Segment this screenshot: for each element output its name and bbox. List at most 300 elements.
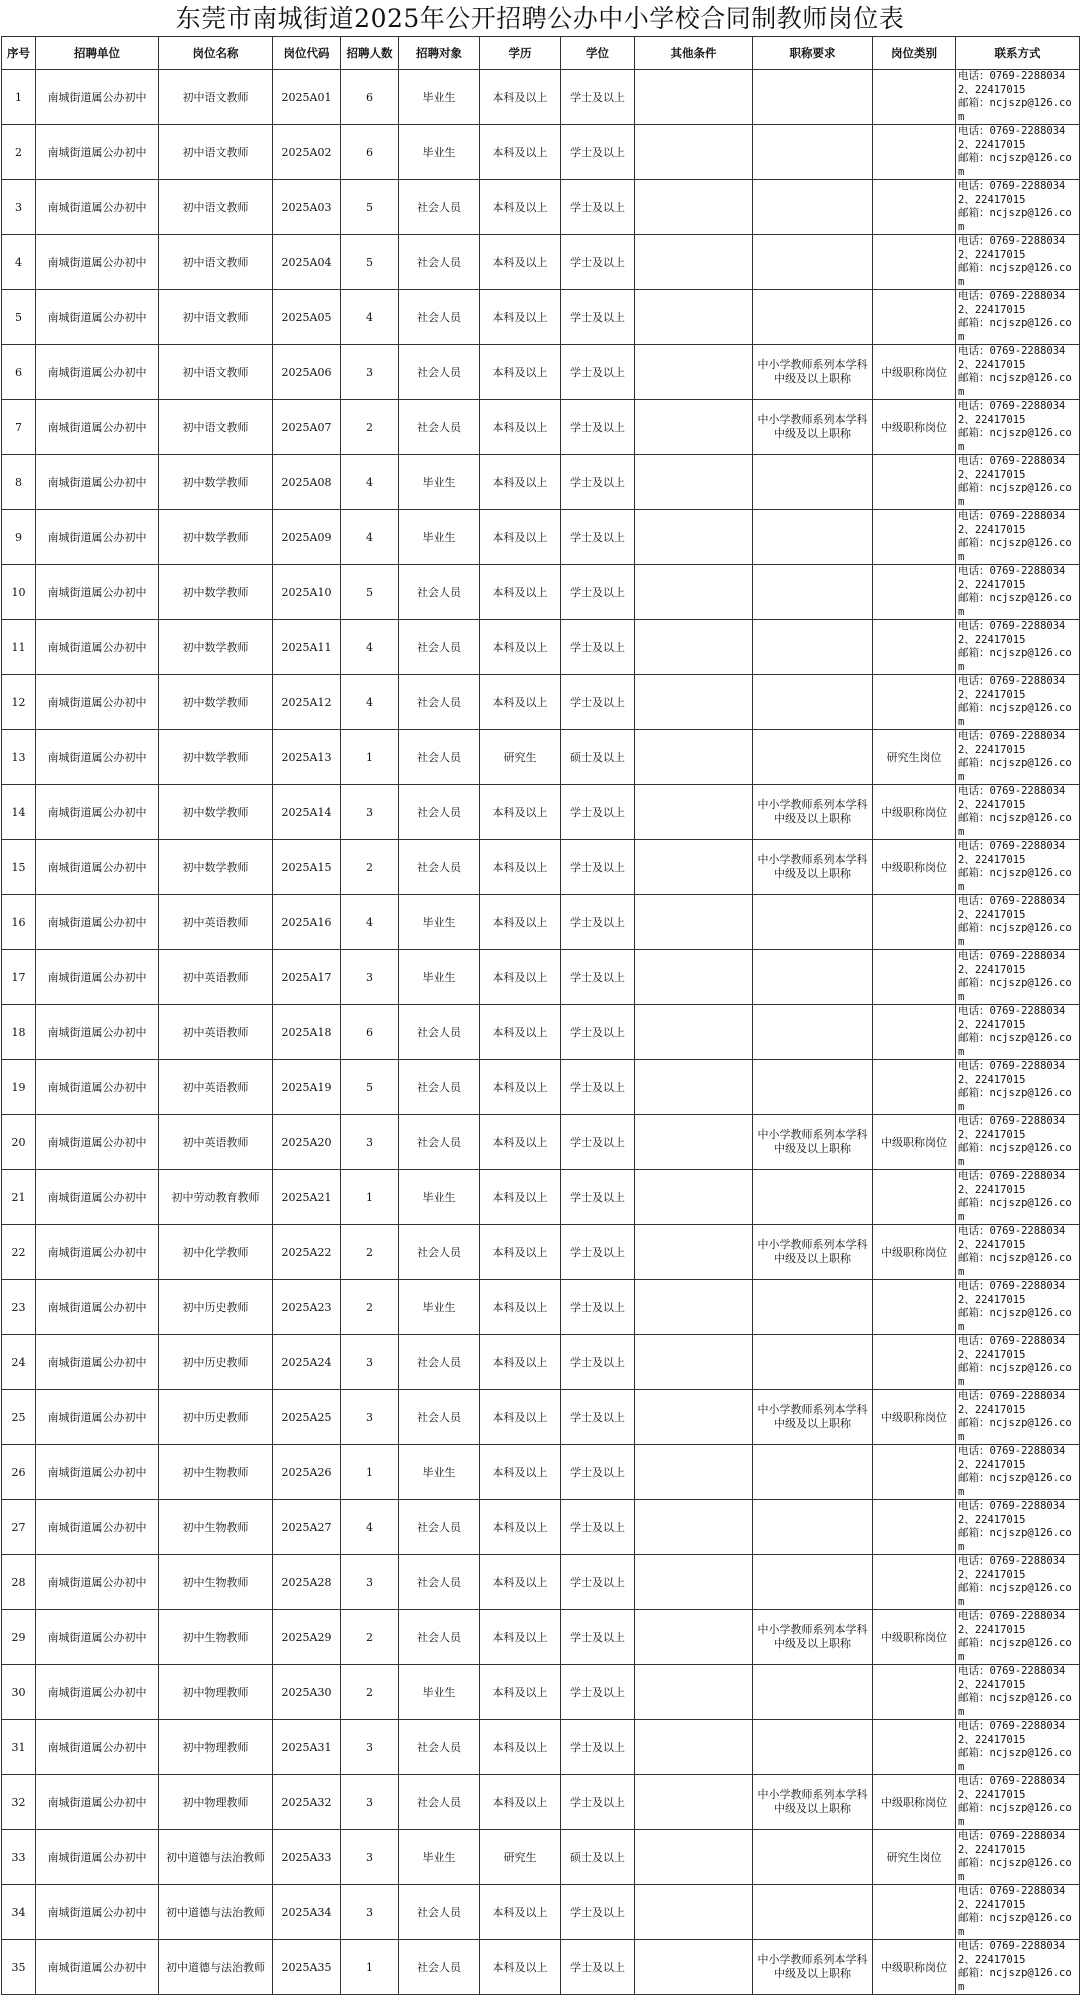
contact-phone: 电话：0769-22880342、22417015	[958, 950, 1066, 976]
target-cell: 社会人员	[399, 235, 480, 290]
post-category-cell	[873, 1170, 956, 1225]
table-row	[2, 1170, 1080, 1225]
other-conditions-cell	[635, 1390, 753, 1445]
contact-phone: 电话：0769-22880342、22417015	[958, 235, 1066, 261]
contact-email: 邮箱：ncjszp@126.com	[958, 482, 1072, 508]
post-name-cell: 初中数学教师	[159, 565, 273, 620]
title-requirement-cell	[753, 620, 873, 675]
post-category-cell: 中级职称岗位	[873, 1115, 956, 1170]
headcount-cell: 3	[341, 1720, 399, 1775]
row-number-cell: 35	[2, 1940, 36, 1995]
title-requirement-cell: 中小学教师系列本学科中级及以上职称	[753, 345, 873, 400]
table-row	[2, 1280, 1080, 1335]
unit-cell: 南城街道属公办初中	[36, 895, 159, 950]
contact-cell	[956, 1720, 1080, 1775]
post-name-cell: 初中历史教师	[159, 1390, 273, 1445]
title-requirement-cell: 中小学教师系列本学科中级及以上职称	[753, 840, 873, 895]
title-requirement-cell: 中小学教师系列本学科中级及以上职称	[753, 1225, 873, 1280]
contact-cell	[956, 620, 1080, 675]
degree-cell: 学士及以上	[561, 455, 635, 510]
table-row	[2, 1500, 1080, 1555]
contact-email: 邮箱：ncjszp@126.com	[958, 207, 1072, 233]
contact-phone: 电话：0769-22880342、22417015	[958, 785, 1066, 811]
education-cell: 本科及以上	[480, 1005, 561, 1060]
target-cell: 毕业生	[399, 455, 480, 510]
education-cell: 本科及以上	[480, 1775, 561, 1830]
unit-cell: 南城街道属公办初中	[36, 1885, 159, 1940]
other-conditions-cell	[635, 1720, 753, 1775]
post-category-cell	[873, 290, 956, 345]
table-row	[2, 895, 1080, 950]
contact-email: 邮箱：ncjszp@126.com	[958, 1747, 1072, 1773]
title-requirement-cell	[753, 510, 873, 565]
education-cell: 本科及以上	[480, 1115, 561, 1170]
education-cell: 本科及以上	[480, 1555, 561, 1610]
post-name-cell: 初中生物教师	[159, 1610, 273, 1665]
post-category-cell: 中级职称岗位	[873, 1390, 956, 1445]
contact-phone: 电话：0769-22880342、22417015	[958, 565, 1066, 591]
table-row	[2, 70, 1080, 125]
other-conditions-cell	[635, 1115, 753, 1170]
contact-phone: 电话：0769-22880342、22417015	[958, 125, 1066, 151]
unit-cell: 南城街道属公办初中	[36, 510, 159, 565]
post-category-cell	[873, 565, 956, 620]
post-category-cell	[873, 675, 956, 730]
title-requirement-cell	[753, 675, 873, 730]
target-cell: 毕业生	[399, 1280, 480, 1335]
headcount-cell: 5	[341, 180, 399, 235]
post-category-cell	[873, 125, 956, 180]
contact-phone: 电话：0769-22880342、22417015	[958, 180, 1066, 206]
target-cell: 社会人员	[399, 290, 480, 345]
degree-cell: 学士及以上	[561, 1005, 635, 1060]
contact-phone: 电话：0769-22880342、22417015	[958, 1390, 1066, 1416]
post-name-cell: 初中劳动教育教师	[159, 1170, 273, 1225]
post-category-cell: 中级职称岗位	[873, 1610, 956, 1665]
post-code-cell: 2025A29	[273, 1610, 341, 1665]
post-name-cell: 初中英语教师	[159, 1060, 273, 1115]
contact-email: 邮箱：ncjszp@126.com	[958, 812, 1072, 838]
headcount-cell: 2	[341, 840, 399, 895]
contact-email: 邮箱：ncjszp@126.com	[958, 592, 1072, 618]
other-conditions-cell	[635, 290, 753, 345]
post-code-cell: 2025A01	[273, 70, 341, 125]
contact-email: 邮箱：ncjszp@126.com	[958, 537, 1072, 563]
contact-cell	[956, 1555, 1080, 1610]
post-code-cell: 2025A12	[273, 675, 341, 730]
row-number-cell: 2	[2, 125, 36, 180]
title-requirement-cell: 中小学教师系列本学科中级及以上职称	[753, 1115, 873, 1170]
post-code-cell: 2025A20	[273, 1115, 341, 1170]
post-code-cell: 2025A04	[273, 235, 341, 290]
contact-cell	[956, 1005, 1080, 1060]
row-number-cell: 12	[2, 675, 36, 730]
headcount-cell: 1	[341, 730, 399, 785]
degree-cell: 学士及以上	[561, 1060, 635, 1115]
unit-cell: 南城街道属公办初中	[36, 70, 159, 125]
contact-phone: 电话：0769-22880342、22417015	[958, 675, 1066, 701]
degree-cell: 学士及以上	[561, 1115, 635, 1170]
post-category-cell: 中级职称岗位	[873, 400, 956, 455]
row-number-cell: 20	[2, 1115, 36, 1170]
table-row	[2, 1445, 1080, 1500]
unit-cell: 南城街道属公办初中	[36, 675, 159, 730]
contact-email: 邮箱：ncjszp@126.com	[958, 1802, 1072, 1828]
unit-cell: 南城街道属公办初中	[36, 235, 159, 290]
title-requirement-cell	[753, 895, 873, 950]
other-conditions-cell	[635, 895, 753, 950]
row-number-cell: 6	[2, 345, 36, 400]
table-row	[2, 1335, 1080, 1390]
contact-phone: 电话：0769-22880342、22417015	[958, 290, 1066, 316]
title-requirement-cell: 中小学教师系列本学科中级及以上职称	[753, 1940, 873, 1995]
contact-phone: 电话：0769-22880342、22417015	[958, 620, 1066, 646]
degree-cell: 学士及以上	[561, 1775, 635, 1830]
row-number-cell: 22	[2, 1225, 36, 1280]
unit-cell: 南城街道属公办初中	[36, 400, 159, 455]
target-cell: 毕业生	[399, 510, 480, 565]
other-conditions-cell	[635, 1225, 753, 1280]
header-cell: 招聘人数	[341, 37, 399, 70]
target-cell: 毕业生	[399, 1830, 480, 1885]
post-name-cell: 初中语文教师	[159, 345, 273, 400]
header-cell: 岗位类别	[873, 37, 956, 70]
contact-email: 邮箱：ncjszp@126.com	[958, 702, 1072, 728]
headcount-cell: 3	[341, 785, 399, 840]
contact-phone: 电话：0769-22880342、22417015	[958, 1940, 1066, 1966]
contact-cell	[956, 1610, 1080, 1665]
post-code-cell: 2025A14	[273, 785, 341, 840]
degree-cell: 学士及以上	[561, 840, 635, 895]
title-requirement-cell	[753, 290, 873, 345]
headcount-cell: 5	[341, 565, 399, 620]
row-number-cell: 11	[2, 620, 36, 675]
degree-cell: 学士及以上	[561, 1555, 635, 1610]
post-name-cell: 初中语文教师	[159, 400, 273, 455]
headcount-cell: 3	[341, 1830, 399, 1885]
degree-cell: 学士及以上	[561, 180, 635, 235]
unit-cell: 南城街道属公办初中	[36, 1170, 159, 1225]
post-code-cell: 2025A02	[273, 125, 341, 180]
target-cell: 毕业生	[399, 1445, 480, 1500]
target-cell: 社会人员	[399, 1885, 480, 1940]
row-number-cell: 34	[2, 1885, 36, 1940]
title-requirement-cell	[753, 730, 873, 785]
education-cell: 本科及以上	[480, 785, 561, 840]
page-title: 东莞市南城街道2025年公开招聘公办中小学校合同制教师岗位表	[175, 4, 905, 33]
table-row	[2, 1610, 1080, 1665]
contact-email: 邮箱：ncjszp@126.com	[958, 1692, 1072, 1718]
header-cell: 招聘对象	[399, 37, 480, 70]
contact-cell	[956, 1335, 1080, 1390]
contact-cell	[956, 730, 1080, 785]
education-cell: 本科及以上	[480, 235, 561, 290]
title-requirement-cell	[753, 1060, 873, 1115]
post-code-cell: 2025A22	[273, 1225, 341, 1280]
contact-phone: 电话：0769-22880342、22417015	[958, 1445, 1066, 1471]
degree-cell: 硕士及以上	[561, 1830, 635, 1885]
title-requirement-cell	[753, 1005, 873, 1060]
education-cell: 本科及以上	[480, 1610, 561, 1665]
table-row	[2, 1225, 1080, 1280]
post-code-cell: 2025A33	[273, 1830, 341, 1885]
target-cell: 社会人员	[399, 1225, 480, 1280]
unit-cell: 南城街道属公办初中	[36, 785, 159, 840]
post-code-cell: 2025A07	[273, 400, 341, 455]
post-name-cell: 初中数学教师	[159, 510, 273, 565]
contact-phone: 电话：0769-22880342、22417015	[958, 400, 1066, 426]
row-number-cell: 9	[2, 510, 36, 565]
post-code-cell: 2025A31	[273, 1720, 341, 1775]
unit-cell: 南城街道属公办初中	[36, 1555, 159, 1610]
contact-cell	[956, 290, 1080, 345]
other-conditions-cell	[635, 345, 753, 400]
contact-phone: 电话：0769-22880342、22417015	[958, 1005, 1066, 1031]
table-row	[2, 785, 1080, 840]
contact-email: 邮箱：ncjszp@126.com	[958, 1087, 1072, 1113]
target-cell: 社会人员	[399, 1610, 480, 1665]
unit-cell: 南城街道属公办初中	[36, 290, 159, 345]
row-number-cell: 28	[2, 1555, 36, 1610]
post-name-cell: 初中生物教师	[159, 1555, 273, 1610]
row-number-cell: 18	[2, 1005, 36, 1060]
table-row	[2, 125, 1080, 180]
row-number-cell: 7	[2, 400, 36, 455]
education-cell: 本科及以上	[480, 1885, 561, 1940]
post-category-cell	[873, 895, 956, 950]
education-cell: 本科及以上	[480, 70, 561, 125]
other-conditions-cell	[635, 1335, 753, 1390]
title-requirement-cell	[753, 950, 873, 1005]
unit-cell: 南城街道属公办初中	[36, 455, 159, 510]
post-category-cell	[873, 620, 956, 675]
title-requirement-cell	[753, 565, 873, 620]
table-row	[2, 950, 1080, 1005]
post-code-cell: 2025A13	[273, 730, 341, 785]
title-requirement-cell	[753, 455, 873, 510]
title-requirement-cell: 中小学教师系列本学科中级及以上职称	[753, 1610, 873, 1665]
target-cell: 社会人员	[399, 1115, 480, 1170]
post-name-cell: 初中数学教师	[159, 730, 273, 785]
post-code-cell: 2025A16	[273, 895, 341, 950]
contact-cell	[956, 1225, 1080, 1280]
post-code-cell: 2025A34	[273, 1885, 341, 1940]
title-requirement-cell	[753, 1280, 873, 1335]
table-row	[2, 1940, 1080, 1995]
contact-email: 邮箱：ncjszp@126.com	[958, 1527, 1072, 1553]
contact-cell	[956, 1500, 1080, 1555]
contact-cell	[956, 1390, 1080, 1445]
headcount-cell: 1	[341, 1170, 399, 1225]
headcount-cell: 6	[341, 70, 399, 125]
post-name-cell: 初中数学教师	[159, 840, 273, 895]
post-code-cell: 2025A10	[273, 565, 341, 620]
degree-cell: 学士及以上	[561, 620, 635, 675]
headcount-cell: 2	[341, 1610, 399, 1665]
contact-cell	[956, 125, 1080, 180]
title-requirement-cell: 中小学教师系列本学科中级及以上职称	[753, 785, 873, 840]
contact-cell	[956, 180, 1080, 235]
title-requirement-cell	[753, 1665, 873, 1720]
post-code-cell: 2025A21	[273, 1170, 341, 1225]
other-conditions-cell	[635, 1005, 753, 1060]
contact-phone: 电话：0769-22880342、22417015	[958, 1665, 1066, 1691]
other-conditions-cell	[635, 1775, 753, 1830]
headcount-cell: 3	[341, 1775, 399, 1830]
degree-cell: 学士及以上	[561, 1445, 635, 1500]
education-cell: 本科及以上	[480, 180, 561, 235]
headcount-cell: 4	[341, 290, 399, 345]
unit-cell: 南城街道属公办初中	[36, 1005, 159, 1060]
contact-email: 邮箱：ncjszp@126.com	[958, 1032, 1072, 1058]
contact-cell	[956, 510, 1080, 565]
unit-cell: 南城街道属公办初中	[36, 1060, 159, 1115]
header-cell: 岗位代码	[273, 37, 341, 70]
post-code-cell: 2025A15	[273, 840, 341, 895]
target-cell: 社会人员	[399, 1720, 480, 1775]
post-name-cell: 初中物理教师	[159, 1665, 273, 1720]
contact-phone: 电话：0769-22880342、22417015	[958, 1555, 1066, 1581]
positions-table	[1, 36, 1080, 1995]
contact-phone: 电话：0769-22880342、22417015	[958, 1720, 1066, 1746]
target-cell: 社会人员	[399, 1060, 480, 1115]
row-number-cell: 24	[2, 1335, 36, 1390]
degree-cell: 学士及以上	[561, 510, 635, 565]
degree-cell: 学士及以上	[561, 950, 635, 1005]
table-row	[2, 180, 1080, 235]
headcount-cell: 3	[341, 1885, 399, 1940]
post-code-cell: 2025A06	[273, 345, 341, 400]
contact-email: 邮箱：ncjszp@126.com	[958, 1472, 1072, 1498]
contact-cell	[956, 675, 1080, 730]
unit-cell: 南城街道属公办初中	[36, 950, 159, 1005]
post-name-cell: 初中语文教师	[159, 125, 273, 180]
table-row	[2, 1060, 1080, 1115]
contact-phone: 电话：0769-22880342、22417015	[958, 895, 1066, 921]
row-number-cell: 32	[2, 1775, 36, 1830]
other-conditions-cell	[635, 565, 753, 620]
education-cell: 本科及以上	[480, 1445, 561, 1500]
contact-email: 邮箱：ncjszp@126.com	[958, 922, 1072, 948]
headcount-cell: 1	[341, 1940, 399, 1995]
education-cell: 本科及以上	[480, 895, 561, 950]
contact-phone: 电话：0769-22880342、22417015	[958, 1610, 1066, 1636]
post-name-cell: 初中生物教师	[159, 1500, 273, 1555]
other-conditions-cell	[635, 1665, 753, 1720]
contact-phone: 电话：0769-22880342、22417015	[958, 1500, 1066, 1526]
row-number-cell: 29	[2, 1610, 36, 1665]
post-category-cell: 中级职称岗位	[873, 1940, 956, 1995]
row-number-cell: 15	[2, 840, 36, 895]
other-conditions-cell	[635, 455, 753, 510]
post-name-cell: 初中语文教师	[159, 70, 273, 125]
unit-cell: 南城街道属公办初中	[36, 620, 159, 675]
contact-phone: 电话：0769-22880342、22417015	[958, 1280, 1066, 1306]
degree-cell: 学士及以上	[561, 1170, 635, 1225]
unit-cell: 南城街道属公办初中	[36, 1280, 159, 1335]
other-conditions-cell	[635, 1830, 753, 1885]
post-name-cell: 初中历史教师	[159, 1280, 273, 1335]
target-cell: 社会人员	[399, 180, 480, 235]
contact-cell	[956, 565, 1080, 620]
other-conditions-cell	[635, 730, 753, 785]
post-category-cell	[873, 1005, 956, 1060]
target-cell: 社会人员	[399, 1005, 480, 1060]
contact-phone: 电话：0769-22880342、22417015	[958, 510, 1066, 536]
contact-phone: 电话：0769-22880342、22417015	[958, 1775, 1066, 1801]
headcount-cell: 2	[341, 400, 399, 455]
contact-cell	[956, 1060, 1080, 1115]
table-row	[2, 565, 1080, 620]
post-category-cell	[873, 1500, 956, 1555]
headcount-cell: 1	[341, 1445, 399, 1500]
unit-cell: 南城街道属公办初中	[36, 1610, 159, 1665]
post-code-cell: 2025A27	[273, 1500, 341, 1555]
table-row	[2, 840, 1080, 895]
other-conditions-cell	[635, 1555, 753, 1610]
row-number-cell: 3	[2, 180, 36, 235]
contact-email: 邮箱：ncjszp@126.com	[958, 372, 1072, 398]
post-category-cell: 研究生岗位	[873, 730, 956, 785]
contact-cell	[956, 345, 1080, 400]
table-row	[2, 455, 1080, 510]
unit-cell: 南城街道属公办初中	[36, 1115, 159, 1170]
contact-phone: 电话：0769-22880342、22417015	[958, 455, 1066, 481]
title-requirement-cell	[753, 70, 873, 125]
contact-cell	[956, 1775, 1080, 1830]
unit-cell: 南城街道属公办初中	[36, 125, 159, 180]
target-cell: 社会人员	[399, 400, 480, 455]
header-cell: 学历	[480, 37, 561, 70]
post-name-cell: 初中道德与法治教师	[159, 1830, 273, 1885]
title-requirement-cell	[753, 1555, 873, 1610]
degree-cell: 学士及以上	[561, 895, 635, 950]
contact-cell	[956, 1170, 1080, 1225]
table-body	[2, 70, 1080, 1995]
education-cell: 本科及以上	[480, 1060, 561, 1115]
contact-phone: 电话：0769-22880342、22417015	[958, 1830, 1066, 1856]
post-code-cell: 2025A28	[273, 1555, 341, 1610]
degree-cell: 学士及以上	[561, 1610, 635, 1665]
unit-cell: 南城街道属公办初中	[36, 1775, 159, 1830]
other-conditions-cell	[635, 180, 753, 235]
title-requirement-cell	[753, 1720, 873, 1775]
target-cell: 社会人员	[399, 840, 480, 895]
post-name-cell: 初中语文教师	[159, 235, 273, 290]
table-row	[2, 675, 1080, 730]
table-row	[2, 1830, 1080, 1885]
degree-cell: 硕士及以上	[561, 730, 635, 785]
contact-cell	[956, 455, 1080, 510]
post-category-cell	[873, 510, 956, 565]
target-cell: 社会人员	[399, 1940, 480, 1995]
contact-email: 邮箱：ncjszp@126.com	[958, 1252, 1072, 1278]
table-row	[2, 730, 1080, 785]
post-category-cell	[873, 1885, 956, 1940]
row-number-cell: 23	[2, 1280, 36, 1335]
post-code-cell: 2025A17	[273, 950, 341, 1005]
contact-phone: 电话：0769-22880342、22417015	[958, 1225, 1066, 1251]
headcount-cell: 2	[341, 1225, 399, 1280]
education-cell: 本科及以上	[480, 620, 561, 675]
table-row	[2, 1005, 1080, 1060]
post-category-cell: 中级职称岗位	[873, 785, 956, 840]
contact-email: 邮箱：ncjszp@126.com	[958, 1967, 1072, 1993]
contact-phone: 电话：0769-22880342、22417015	[958, 840, 1066, 866]
unit-cell: 南城街道属公办初中	[36, 1390, 159, 1445]
degree-cell: 学士及以上	[561, 1280, 635, 1335]
contact-email: 邮箱：ncjszp@126.com	[958, 1307, 1072, 1333]
